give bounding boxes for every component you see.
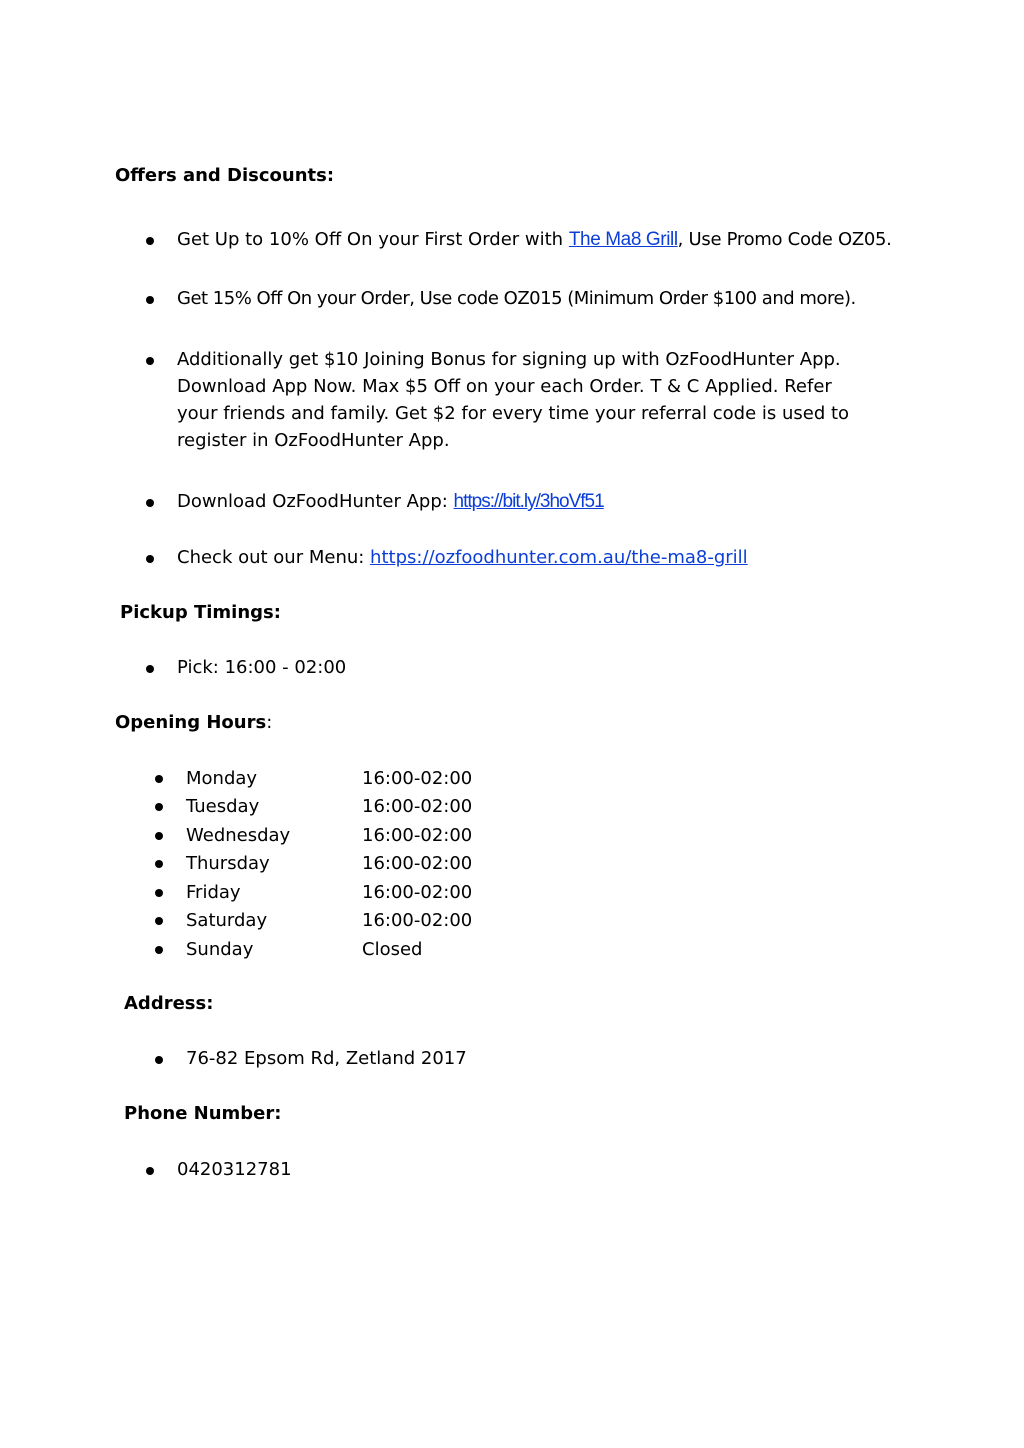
phone-heading: Phone Number: <box>124 1103 282 1124</box>
hours-time: 16:00-02:00 <box>362 796 473 817</box>
joining-bonus-line-4: register in OzFoodHunter App. <box>177 430 450 451</box>
bullet-icon <box>155 1056 163 1064</box>
bullet-icon <box>155 946 163 954</box>
bullet-icon <box>155 889 163 897</box>
opening-hours-heading <box>115 712 272 734</box>
phone-number: 0420312781 <box>177 1159 292 1180</box>
hours-time: 16:00-02:00 <box>362 882 473 903</box>
hours-day: Wednesday <box>186 825 291 846</box>
offer-item-menu <box>177 544 748 571</box>
pickup-heading: Pickup Timings: <box>120 602 281 623</box>
bullet-icon <box>146 555 154 563</box>
hours-time: 16:00-02:00 <box>362 910 473 931</box>
bullet-icon <box>155 803 163 811</box>
bullet-icon <box>146 499 154 507</box>
hours-day: Friday <box>186 882 241 903</box>
hours-day: Saturday <box>186 910 268 931</box>
bullet-icon <box>146 237 154 245</box>
joining-bonus-line-1: Additionally get $10 Joining Bonus for signing up with OzFoodHunter App. <box>177 349 841 370</box>
offer-item-first-order-prefix: Get Up to 10% Off On your First Order with <box>177 229 569 250</box>
menu-link[interactable]: https://ozfoodhunter.com.au/the-ma8-grill <box>370 547 748 568</box>
offers-heading: Offers and Discounts: <box>115 165 335 186</box>
bullet-icon <box>155 917 163 925</box>
hours-time: 16:00-02:00 <box>362 825 473 846</box>
hours-day: Tuesday <box>186 796 260 817</box>
offer-item-download-app <box>177 488 604 515</box>
bullet-icon <box>155 832 163 840</box>
bullet-icon <box>146 296 154 304</box>
pickup-time: Pick: 16:00 - 02:00 <box>177 657 347 678</box>
menu-label: Check out our Menu: <box>177 547 371 568</box>
hours-day: Sunday <box>186 939 254 960</box>
address-heading: Address: <box>124 993 214 1014</box>
hours-time: Closed <box>362 939 423 960</box>
bullet-icon <box>146 357 154 365</box>
hours-time: 16:00-02:00 <box>362 853 473 874</box>
offer-item-15-percent: Get 15% Off On your Order, Use code OZ015 (Minimum Order $100 and more). <box>177 288 856 309</box>
opening-hours-colon: : <box>266 712 273 733</box>
bullet-icon <box>155 860 163 868</box>
address-text: 76-82 Epsom Rd, Zetland 2017 <box>186 1048 467 1069</box>
bitly-download-link[interactable]: https://bit.ly/3hoVf51 <box>453 491 604 512</box>
offer-item-first-order <box>177 226 892 253</box>
ma8-grill-link[interactable]: The Ma8 Grill <box>568 229 678 250</box>
joining-bonus-line-2: Download App Now. Max $5 Off on your each Order. T & C Applied. Refer <box>177 376 832 397</box>
bullet-icon <box>146 1167 154 1175</box>
hours-time: 16:00-02:00 <box>362 768 473 789</box>
bullet-icon <box>146 665 154 673</box>
opening-hours-label: Opening Hours <box>115 712 267 733</box>
joining-bonus-line-3: your friends and family. Get $2 for every time your referral code is used to <box>177 403 850 424</box>
hours-day: Monday <box>186 768 258 789</box>
download-app-label: Download OzFoodHunter App: <box>177 491 454 512</box>
hours-day: Thursday <box>186 853 270 874</box>
offer-item-first-order-suffix: , Use Promo Code OZ05. <box>677 229 892 250</box>
bullet-icon <box>155 775 163 783</box>
offer-item-joining-bonus <box>177 346 849 454</box>
